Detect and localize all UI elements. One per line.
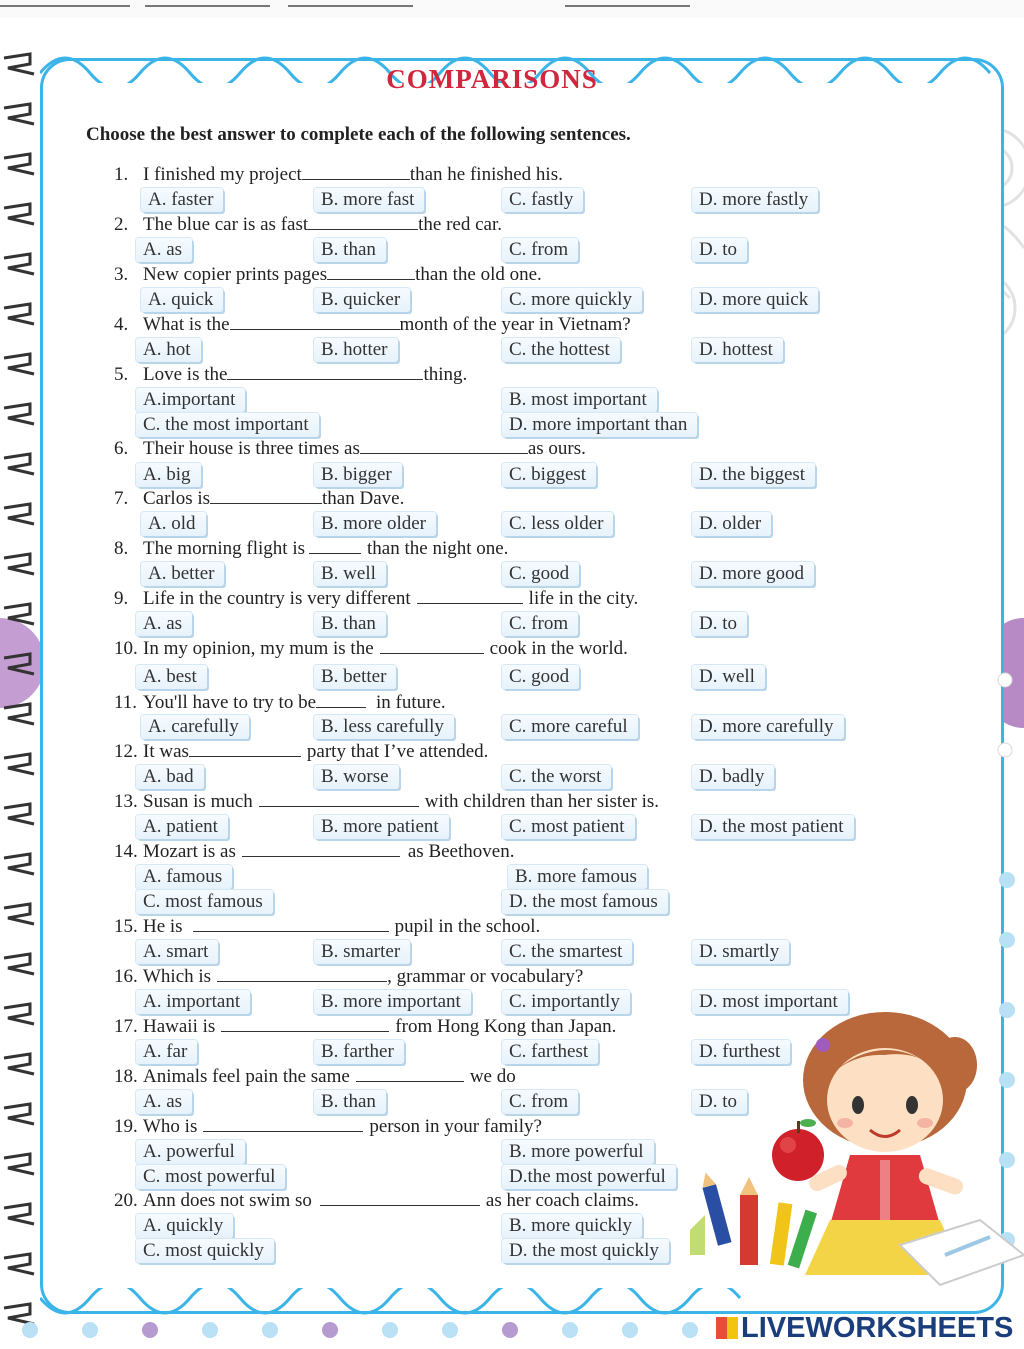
option-d[interactable]: D. to — [692, 1090, 747, 1114]
option-d[interactable]: D. the most patient — [692, 815, 854, 839]
option-a[interactable]: A. as — [136, 612, 192, 636]
option-a[interactable]: A. important — [136, 990, 250, 1014]
stem-before: Ann does not swim so — [143, 1190, 312, 1211]
option-a[interactable]: A. faster — [141, 188, 223, 212]
stem-before: Which is — [143, 966, 212, 987]
option-d[interactable]: D. more quick — [692, 288, 818, 312]
stem-after: than the night one. — [367, 538, 509, 559]
option-d[interactable]: D. the most quickly — [502, 1239, 669, 1263]
option-a[interactable]: A. as — [136, 1090, 192, 1114]
toolbar-tab-4[interactable] — [565, 0, 690, 7]
stem-before: I finished my project — [143, 164, 302, 185]
option-a[interactable]: A. as — [136, 238, 192, 262]
option-d[interactable]: D. most important — [692, 990, 848, 1014]
question-number: 8. — [114, 538, 129, 559]
option-b[interactable]: B. more famous — [508, 865, 647, 889]
option-d[interactable]: D. more important than — [502, 413, 697, 437]
option-d[interactable]: D. to — [692, 612, 747, 636]
answer-blank — [203, 1117, 363, 1132]
stem-before: The blue car is as fast — [143, 214, 309, 235]
option-b[interactable]: B. farther — [314, 1040, 404, 1064]
answer-blank — [189, 742, 301, 757]
stem-after: than the old one. — [415, 264, 542, 285]
option-a[interactable]: A. hot — [136, 338, 201, 362]
girl-illustration — [690, 1005, 1024, 1295]
question-number: 10. — [114, 638, 138, 659]
option-b[interactable]: B. than — [314, 1090, 386, 1114]
option-b[interactable]: B. hotter — [314, 338, 398, 362]
option-d[interactable]: D. more carefully — [692, 715, 844, 739]
question-number: 16. — [114, 966, 138, 987]
option-d[interactable]: D. the biggest — [692, 463, 815, 487]
question-number: 12. — [114, 741, 138, 762]
stem-after: in future. — [376, 692, 446, 713]
option-a[interactable]: A. quickly — [136, 1214, 233, 1238]
question-stem-14 — [114, 841, 514, 863]
question-number: 20. — [114, 1190, 138, 1211]
stem-after: party that I’ve attended. — [306, 741, 489, 762]
question-stem-16 — [114, 966, 583, 988]
option-c[interactable]: C. from — [502, 1090, 578, 1114]
answer-blank — [230, 315, 400, 330]
instruction-text: Choose the best answer to complete each of the following sentences. — [86, 124, 631, 145]
answer-blank — [320, 1191, 480, 1206]
option-c[interactable]: C. the hottest — [502, 338, 620, 362]
option-c[interactable]: C. most patient — [502, 815, 635, 839]
option-a[interactable]: A. quick — [141, 288, 223, 312]
question-stem-17 — [114, 1016, 616, 1038]
stem-before: Who is — [143, 1116, 198, 1137]
answer-blank — [380, 639, 484, 654]
worksheet-title: COMPARISONS — [386, 64, 598, 94]
question-number: 2. — [114, 214, 129, 235]
stem-before: It was — [143, 741, 189, 762]
question-stem-2 — [114, 214, 502, 236]
answer-blank — [356, 1067, 464, 1082]
top-toolbar-strip — [0, 0, 1024, 18]
option-c[interactable]: C. the most important — [136, 413, 319, 437]
question-stem-18 — [114, 1066, 516, 1088]
stem-before: He is — [143, 916, 183, 937]
stem-before: You'll have to try to be — [143, 692, 317, 713]
question-number: 4. — [114, 314, 129, 335]
question-number: 19. — [114, 1116, 138, 1137]
stem-before: Carlos is — [143, 488, 211, 509]
stem-after: as Beethoven. — [407, 841, 515, 862]
question-stem-4 — [114, 314, 631, 336]
option-a[interactable]: A. far — [136, 1040, 197, 1064]
option-c[interactable]: C. from — [502, 238, 578, 262]
stem-after: than he finished his. — [409, 164, 563, 185]
stem-before: The morning flight is — [143, 538, 306, 559]
option-b[interactable]: B. than — [314, 612, 386, 636]
option-b[interactable]: B. most important — [502, 388, 657, 412]
stem-after: thing. — [423, 364, 468, 385]
stem-before: Life in the country is very different — [143, 588, 411, 609]
option-b[interactable]: B. worse — [314, 765, 399, 789]
option-d[interactable]: D. hottest — [692, 338, 783, 362]
question-stem-3 — [114, 264, 542, 286]
option-d[interactable]: D. more good — [692, 562, 814, 586]
option-d[interactable]: D. well — [692, 665, 765, 689]
option-c[interactable]: C. good — [502, 562, 579, 586]
option-c[interactable]: C. from — [502, 612, 578, 636]
option-b[interactable]: B. more quickly — [502, 1214, 642, 1238]
option-c[interactable]: C. most powerful — [136, 1165, 285, 1189]
answer-blank — [360, 439, 528, 454]
option-c[interactable]: C. most quickly — [136, 1239, 274, 1263]
question-number: 5. — [114, 364, 129, 385]
option-b[interactable]: B. less carefully — [314, 715, 454, 739]
answer-blank — [302, 165, 410, 180]
stem-after: as ours. — [527, 438, 586, 459]
question-number: 13. — [114, 791, 138, 812]
option-a[interactable]: A. patient — [136, 815, 228, 839]
stem-after: cook in the world. — [489, 638, 628, 659]
question-number: 11. — [114, 692, 138, 713]
dot-decoration-bottom — [20, 1320, 740, 1340]
option-a[interactable]: A. old — [141, 512, 206, 536]
option-d[interactable]: D. older — [692, 512, 771, 536]
option-b[interactable]: B. better — [314, 665, 396, 689]
option-c[interactable]: C. fastly — [502, 188, 583, 212]
option-a[interactable]: A.important — [136, 388, 245, 412]
option-d[interactable]: D. furthest — [692, 1040, 790, 1064]
option-d[interactable]: D.the most powerful — [502, 1165, 676, 1189]
stem-before: Animals feel pain the same — [143, 1066, 350, 1087]
option-d[interactable]: D. more fastly — [692, 188, 818, 212]
option-d[interactable]: D. the most famous — [502, 890, 668, 914]
option-c[interactable]: C. more quickly — [502, 288, 642, 312]
option-a[interactable]: A. famous — [136, 865, 232, 889]
option-c[interactable]: C. the smartest — [502, 940, 632, 964]
question-stem-10 — [114, 638, 628, 660]
question-stem-20 — [114, 1190, 639, 1212]
question-stem-15 — [114, 916, 540, 938]
stem-before: In my opinion, my mum is the — [143, 638, 374, 659]
answer-blank — [327, 265, 415, 280]
question-number: 6. — [114, 438, 129, 459]
stem-before: Hawaii is — [143, 1016, 216, 1037]
answer-blank — [210, 489, 322, 504]
option-c[interactable]: C. the worst — [502, 765, 611, 789]
question-stem-9 — [114, 588, 638, 610]
option-b[interactable]: B. more fast — [314, 188, 424, 212]
stem-before: Love is the — [143, 364, 228, 385]
stem-before: Mozart is as — [143, 841, 236, 862]
question-stem-19 — [114, 1116, 542, 1138]
stem-after: the red car. — [418, 214, 503, 235]
option-b[interactable]: B. more important — [314, 990, 471, 1014]
question-number: 7. — [114, 488, 129, 509]
option-c[interactable]: C. less older — [502, 512, 613, 536]
question-stem-11 — [114, 692, 446, 714]
answer-blank — [227, 365, 423, 380]
stem-after: pupil in the school. — [394, 916, 541, 937]
option-b[interactable]: B. more powerful — [502, 1140, 654, 1164]
spiral-binding — [0, 48, 42, 1348]
question-stem-13 — [114, 791, 659, 813]
option-c[interactable]: C. importantly — [502, 990, 630, 1014]
question-stem-6 — [114, 438, 586, 460]
logo-text: LIVEWORKSHEETS — [741, 1312, 1014, 1344]
stem-after: as her coach claims. — [485, 1190, 639, 1211]
stem-after: than Dave. — [322, 488, 405, 509]
toolbar-tab-2[interactable] — [145, 0, 270, 7]
option-b[interactable]: B. than — [314, 238, 386, 262]
answer-blank — [221, 1017, 389, 1032]
stem-before: Susan is much — [143, 791, 253, 812]
stem-before: New copier prints pages — [143, 264, 328, 285]
option-c[interactable]: C. most famous — [136, 890, 273, 914]
option-b[interactable]: B. more older — [314, 512, 436, 536]
stem-after: month of the year in Vietnam? — [399, 314, 631, 335]
question-number: 15. — [114, 916, 138, 937]
option-d[interactable]: D. badly — [692, 765, 774, 789]
option-a[interactable]: A. better — [141, 562, 224, 586]
option-c[interactable]: C. more careful — [502, 715, 638, 739]
answer-blank — [217, 967, 387, 982]
stem-after: , grammar or vocabulary? — [387, 966, 584, 987]
logo-mark-icon — [716, 1317, 738, 1339]
question-stem-1 — [114, 164, 563, 186]
answer-blank — [316, 693, 366, 708]
stem-before: Their house is three times as — [143, 438, 360, 459]
option-a[interactable]: A. powerful — [136, 1140, 245, 1164]
question-stem-5 — [114, 364, 467, 386]
answer-blank — [417, 589, 523, 604]
answer-blank — [309, 539, 361, 554]
option-d[interactable]: D. to — [692, 238, 747, 262]
option-a[interactable]: A. bad — [136, 765, 204, 789]
stem-after: person in your family? — [369, 1116, 542, 1137]
question-number: 3. — [114, 264, 129, 285]
option-b[interactable]: B. smarter — [314, 940, 410, 964]
toolbar-tab-3[interactable] — [288, 0, 413, 7]
stem-after: from Hong Kong than Japan. — [395, 1016, 617, 1037]
option-c[interactable]: C. farthest — [502, 1040, 598, 1064]
option-b[interactable]: B. bigger — [314, 463, 402, 487]
answer-blank — [308, 215, 418, 230]
option-b[interactable]: B. more patient — [314, 815, 449, 839]
question-number: 9. — [114, 588, 129, 609]
option-b[interactable]: B. well — [314, 562, 386, 586]
question-number: 1. — [114, 164, 129, 185]
question-stem-12 — [114, 741, 488, 763]
option-c[interactable]: C. good — [502, 665, 579, 689]
option-a[interactable]: A. big — [136, 463, 201, 487]
option-c[interactable]: C. biggest — [502, 463, 596, 487]
option-a[interactable]: A. smart — [136, 940, 218, 964]
stem-after: we do — [469, 1066, 516, 1087]
question-number: 18. — [114, 1066, 138, 1087]
stem-after: with children than her sister is. — [424, 791, 660, 812]
question-number: 14. — [114, 841, 138, 862]
answer-blank — [242, 842, 400, 857]
question-stem-7 — [114, 488, 404, 510]
option-a[interactable]: A. best — [136, 665, 207, 689]
option-a[interactable]: A. carefully — [141, 715, 249, 739]
question-stem-8 — [114, 538, 508, 560]
stem-before: What is the — [143, 314, 230, 335]
toolbar-tab-1[interactable] — [0, 0, 130, 7]
stem-after: life in the city. — [528, 588, 639, 609]
answer-blank — [193, 917, 389, 932]
option-b[interactable]: B. quicker — [314, 288, 410, 312]
liveworksheets-logo[interactable] — [716, 1312, 1013, 1345]
question-number: 17. — [114, 1016, 138, 1037]
answer-blank — [259, 792, 419, 807]
option-d[interactable]: D. smartly — [692, 940, 789, 964]
